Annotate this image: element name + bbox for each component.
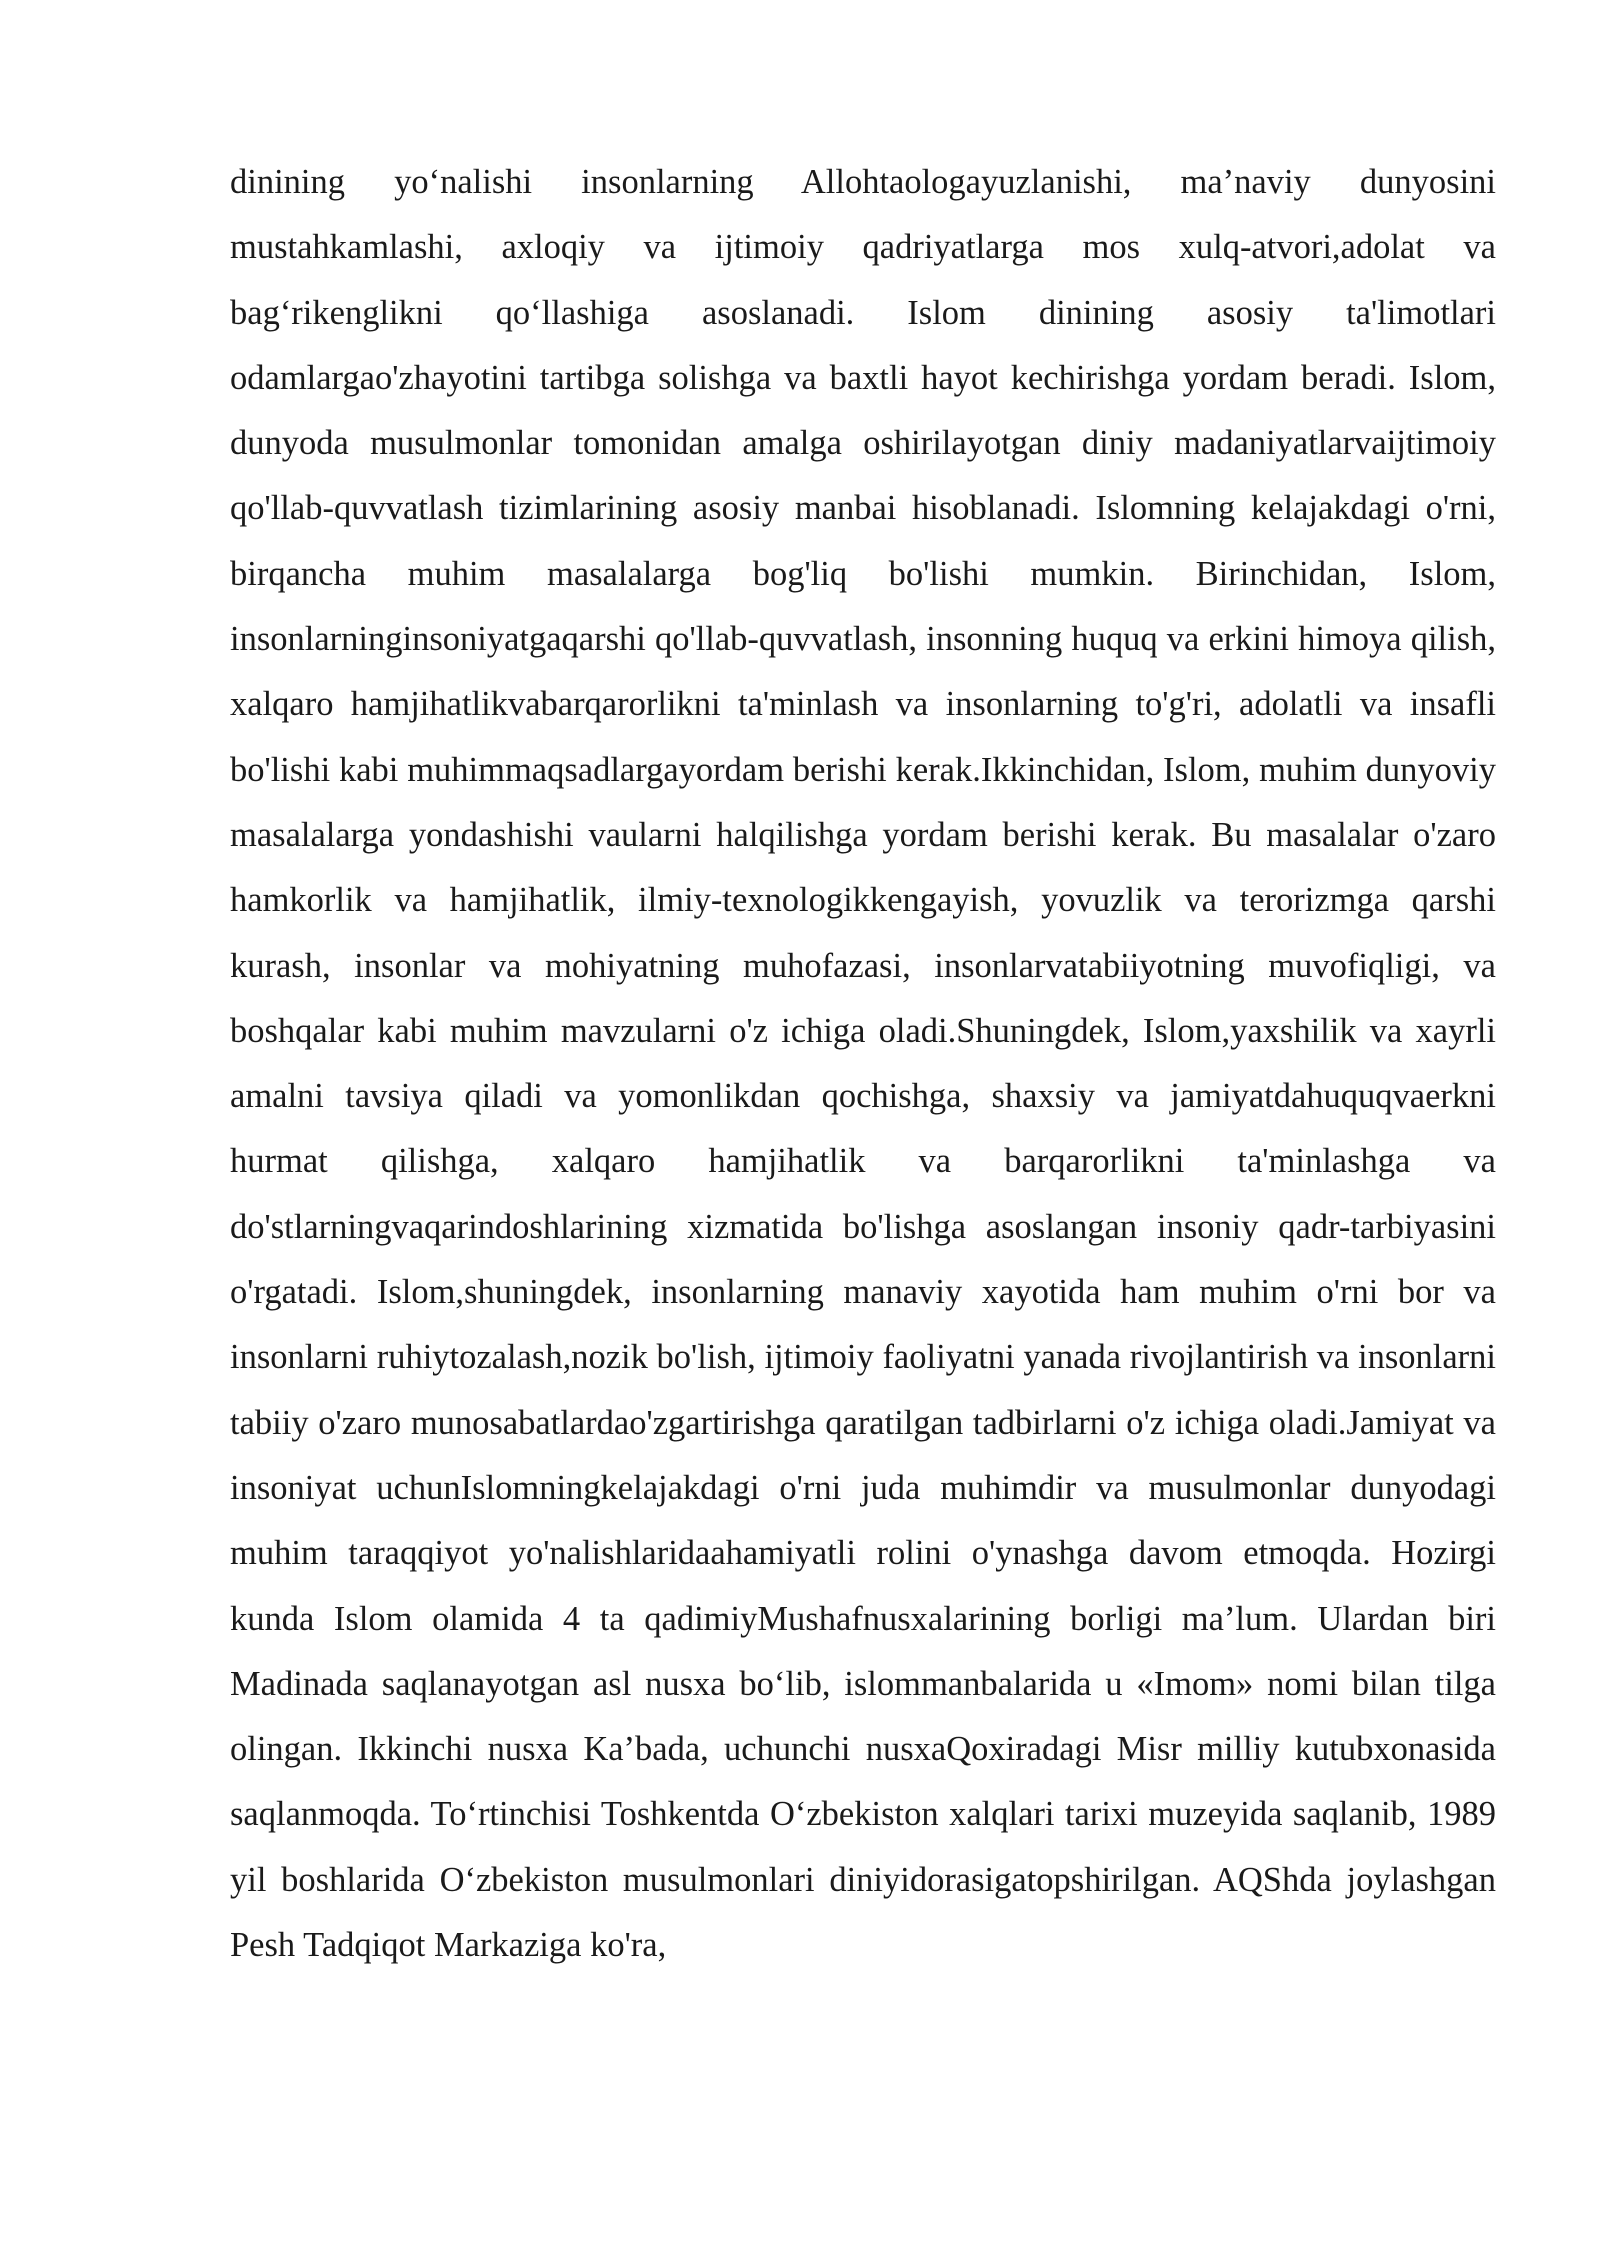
body-paragraph: dinining yo‘nalishi insonlarning Allohtaologayuzlanishi, ma’naviy dunyosini mustahkamlashi, axloqiy va ijtimoiy qadriyatlarga mos xulq-atvori,adolat va bag‘rikenglikni qo‘llashiga asoslanadi. Islom dinining asosiy ta'limotlari odamlargao'zhayotini tartibga solishga va baxtli hayot kechirishga yordam beradi. Islom, dunyoda musulmonlar tomonidan amalga oshirilayotgan diniy madaniyatlarvaijtimoiy qo'llab-quvvatlash tizimlarining asosiy manbai hisoblanadi. Islomning kelajakdagi o'rni, birqancha muhim masalalarga bog'liq bo'lishi mumkin. Birinchidan, Islom, insonlarninginsoniyatgaqarshi qo'llab-quvvatlash, insonning huquq va erkini himoya qilish, xalqaro hamjihatlikvabarqarorlikni ta'minlash va insonlarning to'g'ri, adolatli va insafli bo'lishi kabi muhimmaqsadlargayordam berishi kerak.Ikkinchidan, Islom, muhim dunyoviy masalalarga yondashishi vaularni halqilishga yordam berishi kerak. Bu masalalar o'zaro hamkorlik va hamjihatlik, ilmiy-texnologikkengayish, yovuzlik va terorizmga qarshi kurash, insonlar va mohiyatning muhofazasi, insonlarvatabiiyotning muvofiqligi, va boshqalar kabi muhim mavzularni o'z ichiga oladi.Shuningdek, Islom,yaxshilik va xayrli amalni tavsiya qiladi va yomonlikdan qochishga, shaxsiy va jamiyatdahuquqvaerkni hurmat qilishga, xalqaro hamjihatlik va barqarorlikni ta'minlashga va do'stlarningvaqarindoshlarining xizmatida bo'lishga asoslangan insoniy qadr-tarbiyasini o'rgatadi. Islom,shuningdek, insonlarning manaviy xayotida ham muhim o'rni bor va insonlarni ruhiytozalash,nozik bo'lish, ijtimoiy faoliyatni yanada rivojlantirish va insonlarni tabiiy o'zaro munosabatlardao'zgartirishga qaratilgan tadbirlarni o'z ichiga oladi.Jamiyat va insoniyat uchunIslomningkelajakdagi o'rni juda muhimdir va musulmonlar dunyodagi muhim taraqqiyot yo'nalishlaridaahamiyatli rolini o'ynashga davom etmoqda. Hozirgi kunda Islom olamida 4 ta qadimiyMushafnusxalarining borligi ma’lum. Ulardan biri Madinada saqlanayotgan asl nusxa bo‘lib, islommanbalarida u «Imom» nomi bilan tilga olingan. Ikkinchi nusxa Ka’bada, uchunchi nusxaQoxiradagi Misr milliy kutubxonasida saqlanmoqda. To‘rtinchisi Toshkentda O‘zbekiston xalqlari tarixi muzeyida saqlanib, 1989 yil boshlarida O‘zbekiston musulmonlari diniyidorasigatopshirilgan. AQShda joylashgan Pesh Tadqiqot Markaziga ko'ra, [230,163,1496,1965]
